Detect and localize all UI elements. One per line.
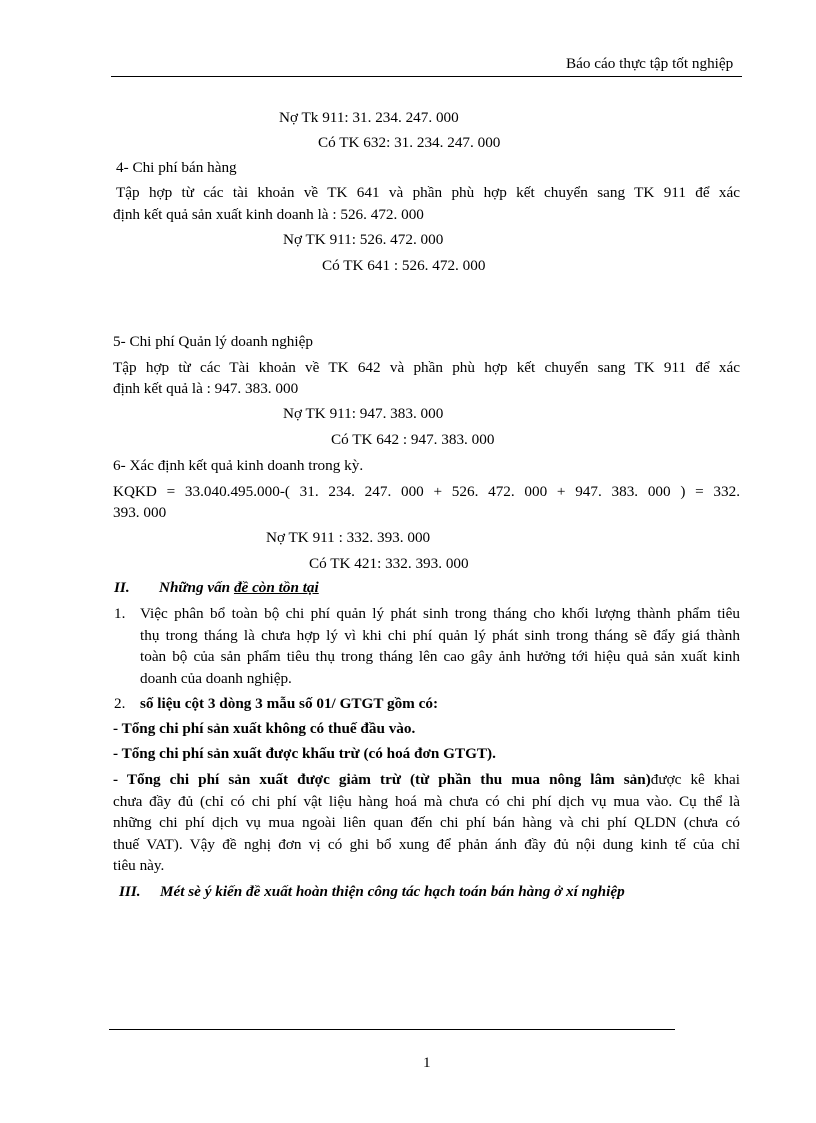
selling-text-line1: Tập hợp từ các tài khoản về TK 641 và phần phù hợp kết chuyển sang TK 911 để xác [116, 184, 740, 201]
item2-bullet1: - Tổng chi phí sản xuất không có thuế đầu vào. [113, 720, 416, 737]
item1-line2: thụ trong tháng là chưa hợp lý vì khi chi phí quản lý phát sinh trong tháng sẽ đẩy giá thành [140, 627, 740, 644]
section3-title: Mét sè ý kiến đề xuất hoàn thiện công tác hạch toán bán hàng ở xí nghiệp [160, 883, 625, 900]
section2-title: Những vấn đề còn tồn tại [159, 579, 319, 596]
item2-line4: thuế VAT). Vậy đề nghị đơn vị có ghi bổ xung để phản ánh đầy đủ nội dung kinh tế của chỉ [113, 836, 740, 853]
selling-text-line2: định kết quả sản xuất kinh doanh là : 526. 472. 000 [113, 206, 424, 223]
item1-number: 1. [114, 605, 126, 622]
entry-debit: Nợ Tk 911: 31. 234. 247. 000 [279, 109, 459, 126]
item1-line1: Việc phân bổ toàn bộ chi phí quản lý phát sinh trong tháng cho khối lượng thành phẩm tiêu [140, 605, 740, 622]
selling-credit: Có TK 641 : 526. 472. 000 [322, 257, 486, 274]
header-rule [111, 76, 742, 77]
item2-bullet3: - Tổng chi phí sản xuất được giảm trừ (từ phần thu mua nông lâm sản)được kê khai [113, 771, 740, 788]
selling-debit: Nợ TK 911: 526. 472. 000 [283, 231, 444, 248]
result-formula-line2: 393. 000 [113, 504, 167, 521]
item1-line4: doanh của doanh nghiệp. [140, 670, 292, 687]
item2-line5: tiêu này. [113, 857, 165, 874]
section2-number: II. [114, 579, 130, 596]
entry-credit: Có TK 632: 31. 234. 247. 000 [318, 134, 501, 151]
admin-text-line2: định kết quả là : 947. 383. 000 [113, 380, 299, 397]
item2-line3: những chi phí dịch vụ mua ngoài liên quan đến chi phí bán hàng và chi phí QLDN (chưa có [113, 814, 740, 831]
item2-bullet2: - Tổng chi phí sản xuất được khấu trừ (có hoá đơn GTGT). [113, 745, 496, 762]
header-title: Báo cáo thực tập tốt nghiệp [566, 55, 734, 72]
result-credit: Có TK 421: 332. 393. 000 [309, 555, 469, 572]
footer-rule [109, 1029, 675, 1030]
result-formula-line1: KQKD = 33.040.495.000-( 31. 234. 247. 000 + 526. 472. 000 + 947. 383. 000 ) = 332. [113, 483, 740, 500]
item2-lead: số liệu cột 3 dòng 3 mẫu số 01/ GTGT gồm có: [140, 695, 439, 712]
admin-debit: Nợ TK 911: 947. 383. 000 [283, 405, 444, 422]
result-debit: Nợ TK 911 : 332. 393. 000 [266, 529, 431, 546]
item2-number: 2. [114, 695, 126, 712]
section3-number: III. [119, 883, 141, 900]
admin-text-line1: Tập hợp từ các Tài khoản về TK 642 và phần phù hợp kết chuyển sang TK 911 để xác [113, 359, 740, 376]
page-number: 1 [423, 1054, 431, 1071]
selling-heading: 4- Chi phí bán hàng [116, 159, 237, 176]
item2-line2: chưa đầy đủ (chỉ có chi phí vật liệu hàng hoá mà chưa có chi phí dịch vụ mua vào. Cụ thể là [113, 793, 740, 810]
result-heading: 6- Xác định kết quả kinh doanh trong kỳ. [113, 457, 364, 474]
admin-heading: 5- Chi phí Quản lý doanh nghiệp [113, 333, 313, 350]
item1-line3: toàn bộ của sản phẩm tiêu thụ trong tháng lên cao gây ảnh hưởng tới hiệu quả sản xuất kinh [140, 648, 740, 665]
admin-credit: Có TK 642 : 947. 383. 000 [331, 431, 495, 448]
